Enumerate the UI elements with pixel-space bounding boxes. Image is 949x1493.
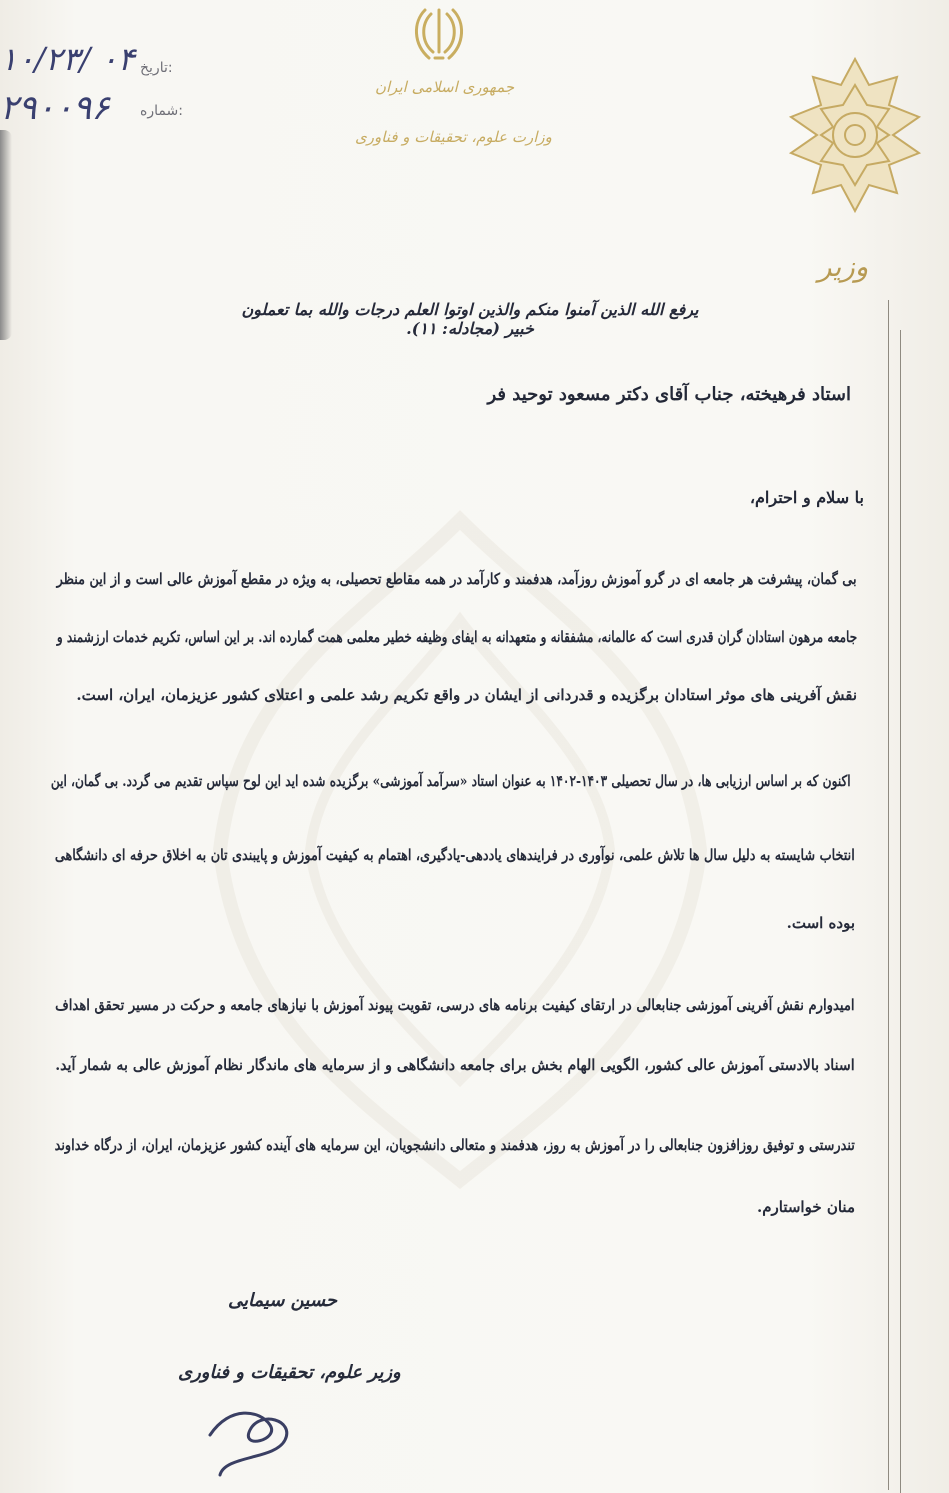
photo-edge-shadow xyxy=(0,130,12,340)
number-label: شماره: xyxy=(140,103,183,119)
greeting: با سلام و احترام، xyxy=(749,488,864,507)
handwritten-signature-icon xyxy=(200,1395,300,1485)
signer-name: حسین سیمایی xyxy=(228,1290,338,1311)
office-title: وزیر xyxy=(818,250,869,283)
gov-line-republic: جمهوری اسلامی ایران xyxy=(375,78,515,96)
paragraph-4-line-2: منان خواستارم. xyxy=(757,1198,855,1216)
paragraph-1-line-3: نقش آفرینی های موثر استادان برگزیده و قدردانی از ایشان در واقع تکریم رشد علمی و اعتلای کشور عزیزمان، ایران، است. xyxy=(76,686,857,704)
paragraph-3-line-2: اسناد بالادستی آموزش عالی کشور، الگویی الهام بخش برای جامعه دانشگاهی و از سرمایه های ماندگار نظام آموزش عالی به شمار آید. xyxy=(55,1056,855,1074)
paragraph-3-line-1: امیدوارم نقش آفرینی آموزشی جنابعالی در ارتقای کیفیت برنامه های درسی، تقویت پیوند آموزش با نیازهای جامعه و حرکت در مسیر تحقق اهداف xyxy=(55,996,855,1014)
border-line-inner xyxy=(900,330,901,1493)
rosette-ornament-icon xyxy=(785,55,925,215)
iran-emblem-icon xyxy=(411,4,467,66)
number-value: ۲۹۰۰۹۶ xyxy=(0,88,110,128)
gov-line-ministry: وزارت علوم، تحقیقات و فناوری xyxy=(355,128,552,146)
date-label: تاریخ: xyxy=(140,60,173,76)
quran-verse: یرفع الله الذین آمنوا منکم والذین اوتوا العلم درجات والله بما تعملون خبیر (مجادله: ۱۱). xyxy=(241,300,699,338)
signer-title: وزیر علوم، تحقیقات و فناوری xyxy=(178,1362,401,1383)
paragraph-2-line-2: انتخاب شایسته به دلیل سال ها تلاش علمی، نوآوری در فرایندهای یاددهی-یادگیری، اهتمام به کیفیت آموزش و پایبندی تان به اخلاق حرفه ای دانشگاهی xyxy=(55,846,855,864)
paragraph-2-line-1: اکنون که بر اساس ارزیابی ها، در سال تحصیلی ۱۴۰۳-۱۴۰۲ به عنوان استاد «سرآمد آموزشی» برگزیده شده اید این لوح سپاس تقدیم می گردد. بی گمان، این xyxy=(51,772,851,790)
border-line-outer xyxy=(888,300,889,1490)
paragraph-2-line-3: بوده است. xyxy=(786,914,855,932)
date-value: ۱۰/۲۳/ ۰۴ xyxy=(0,40,135,78)
paragraph-1-line-2: جامعه مرهون استادان گران قدری است که عالمانه، مشفقانه و متعهدانه به ایفای وظیفه خطیر معلمی همت گمارده اند. بر این اساس، تکریم خدمات ارزشمند و xyxy=(56,628,857,646)
paragraph-4-line-1: تندرستی و توفیق روزافزون جنابعالی را در آموزش به روز، هدفمند و متعالی دانشجویان، این سرمایه های آینده کشور عزیزمان، ایران، از درگاه خداوند xyxy=(54,1136,855,1154)
paragraph-1-line-1: بی گمان، پیشرفت هر جامعه ای در گرو آموزش روزآمد، هدفمند و کارآمد در همه مقاطع تحصیلی، به ویژه در مقطع آموزش عالی است و از این منظر xyxy=(57,570,857,588)
recipient-line: استاد فرهیخته، جناب آقای دکتر مسعود توحید فر xyxy=(487,384,851,405)
